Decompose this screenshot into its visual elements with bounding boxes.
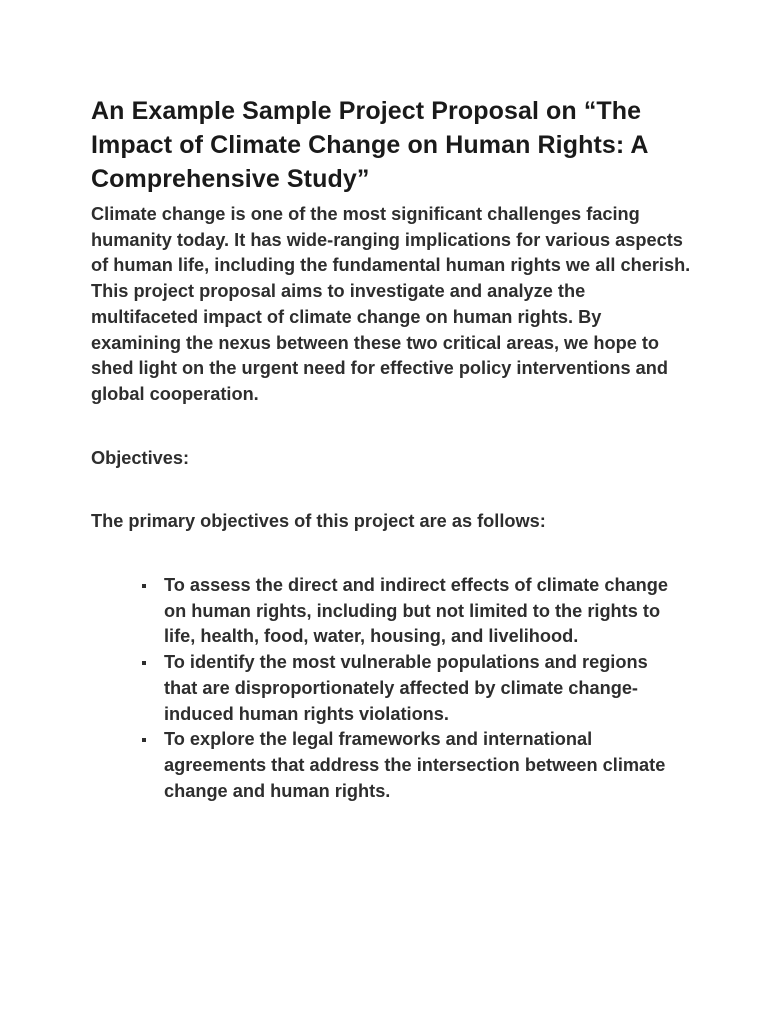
square-bullet-icon bbox=[142, 738, 146, 742]
document-title: An Example Sample Project Proposal on “The Impact of Climate Change on Human Rights: A Comprehensive Study” bbox=[91, 97, 648, 193]
objectives-lead: The primary objectives of this project are as follows: bbox=[91, 511, 546, 532]
objective-text: To assess the direct and indirect effects of climate change on human rights, including but not limited to the rights to life, health, food, water, housing, and livelihood. bbox=[164, 575, 669, 647]
objective-text: To explore the legal frameworks and international agreements that address the intersection between climate change and human rights. bbox=[164, 729, 666, 801]
intro-paragraph: Climate change is one of the most significant challenges facing humanity today. It has wide-ranging implications for various aspects of human life, including the fundamental human rights we all cherish. This project proposal aims to investigate and analyze the multifaceted impact of climate change on human rights. By examining the nexus between these two critical areas, we hope to shed light on the urgent need for effective policy interventions and global cooperation. bbox=[91, 204, 691, 404]
objective-text: To identify the most vulnerable populations and regions that are disproportionately affected by climate change-induced human rights violations. bbox=[164, 652, 648, 724]
objective-item bbox=[164, 650, 691, 727]
objectives-list bbox=[91, 573, 691, 804]
objective-item bbox=[164, 727, 691, 804]
document-page bbox=[91, 94, 691, 804]
square-bullet-icon bbox=[142, 584, 146, 588]
objective-item bbox=[164, 573, 691, 650]
objectives-heading: Objectives: bbox=[91, 447, 190, 468]
square-bullet-icon bbox=[142, 661, 146, 665]
